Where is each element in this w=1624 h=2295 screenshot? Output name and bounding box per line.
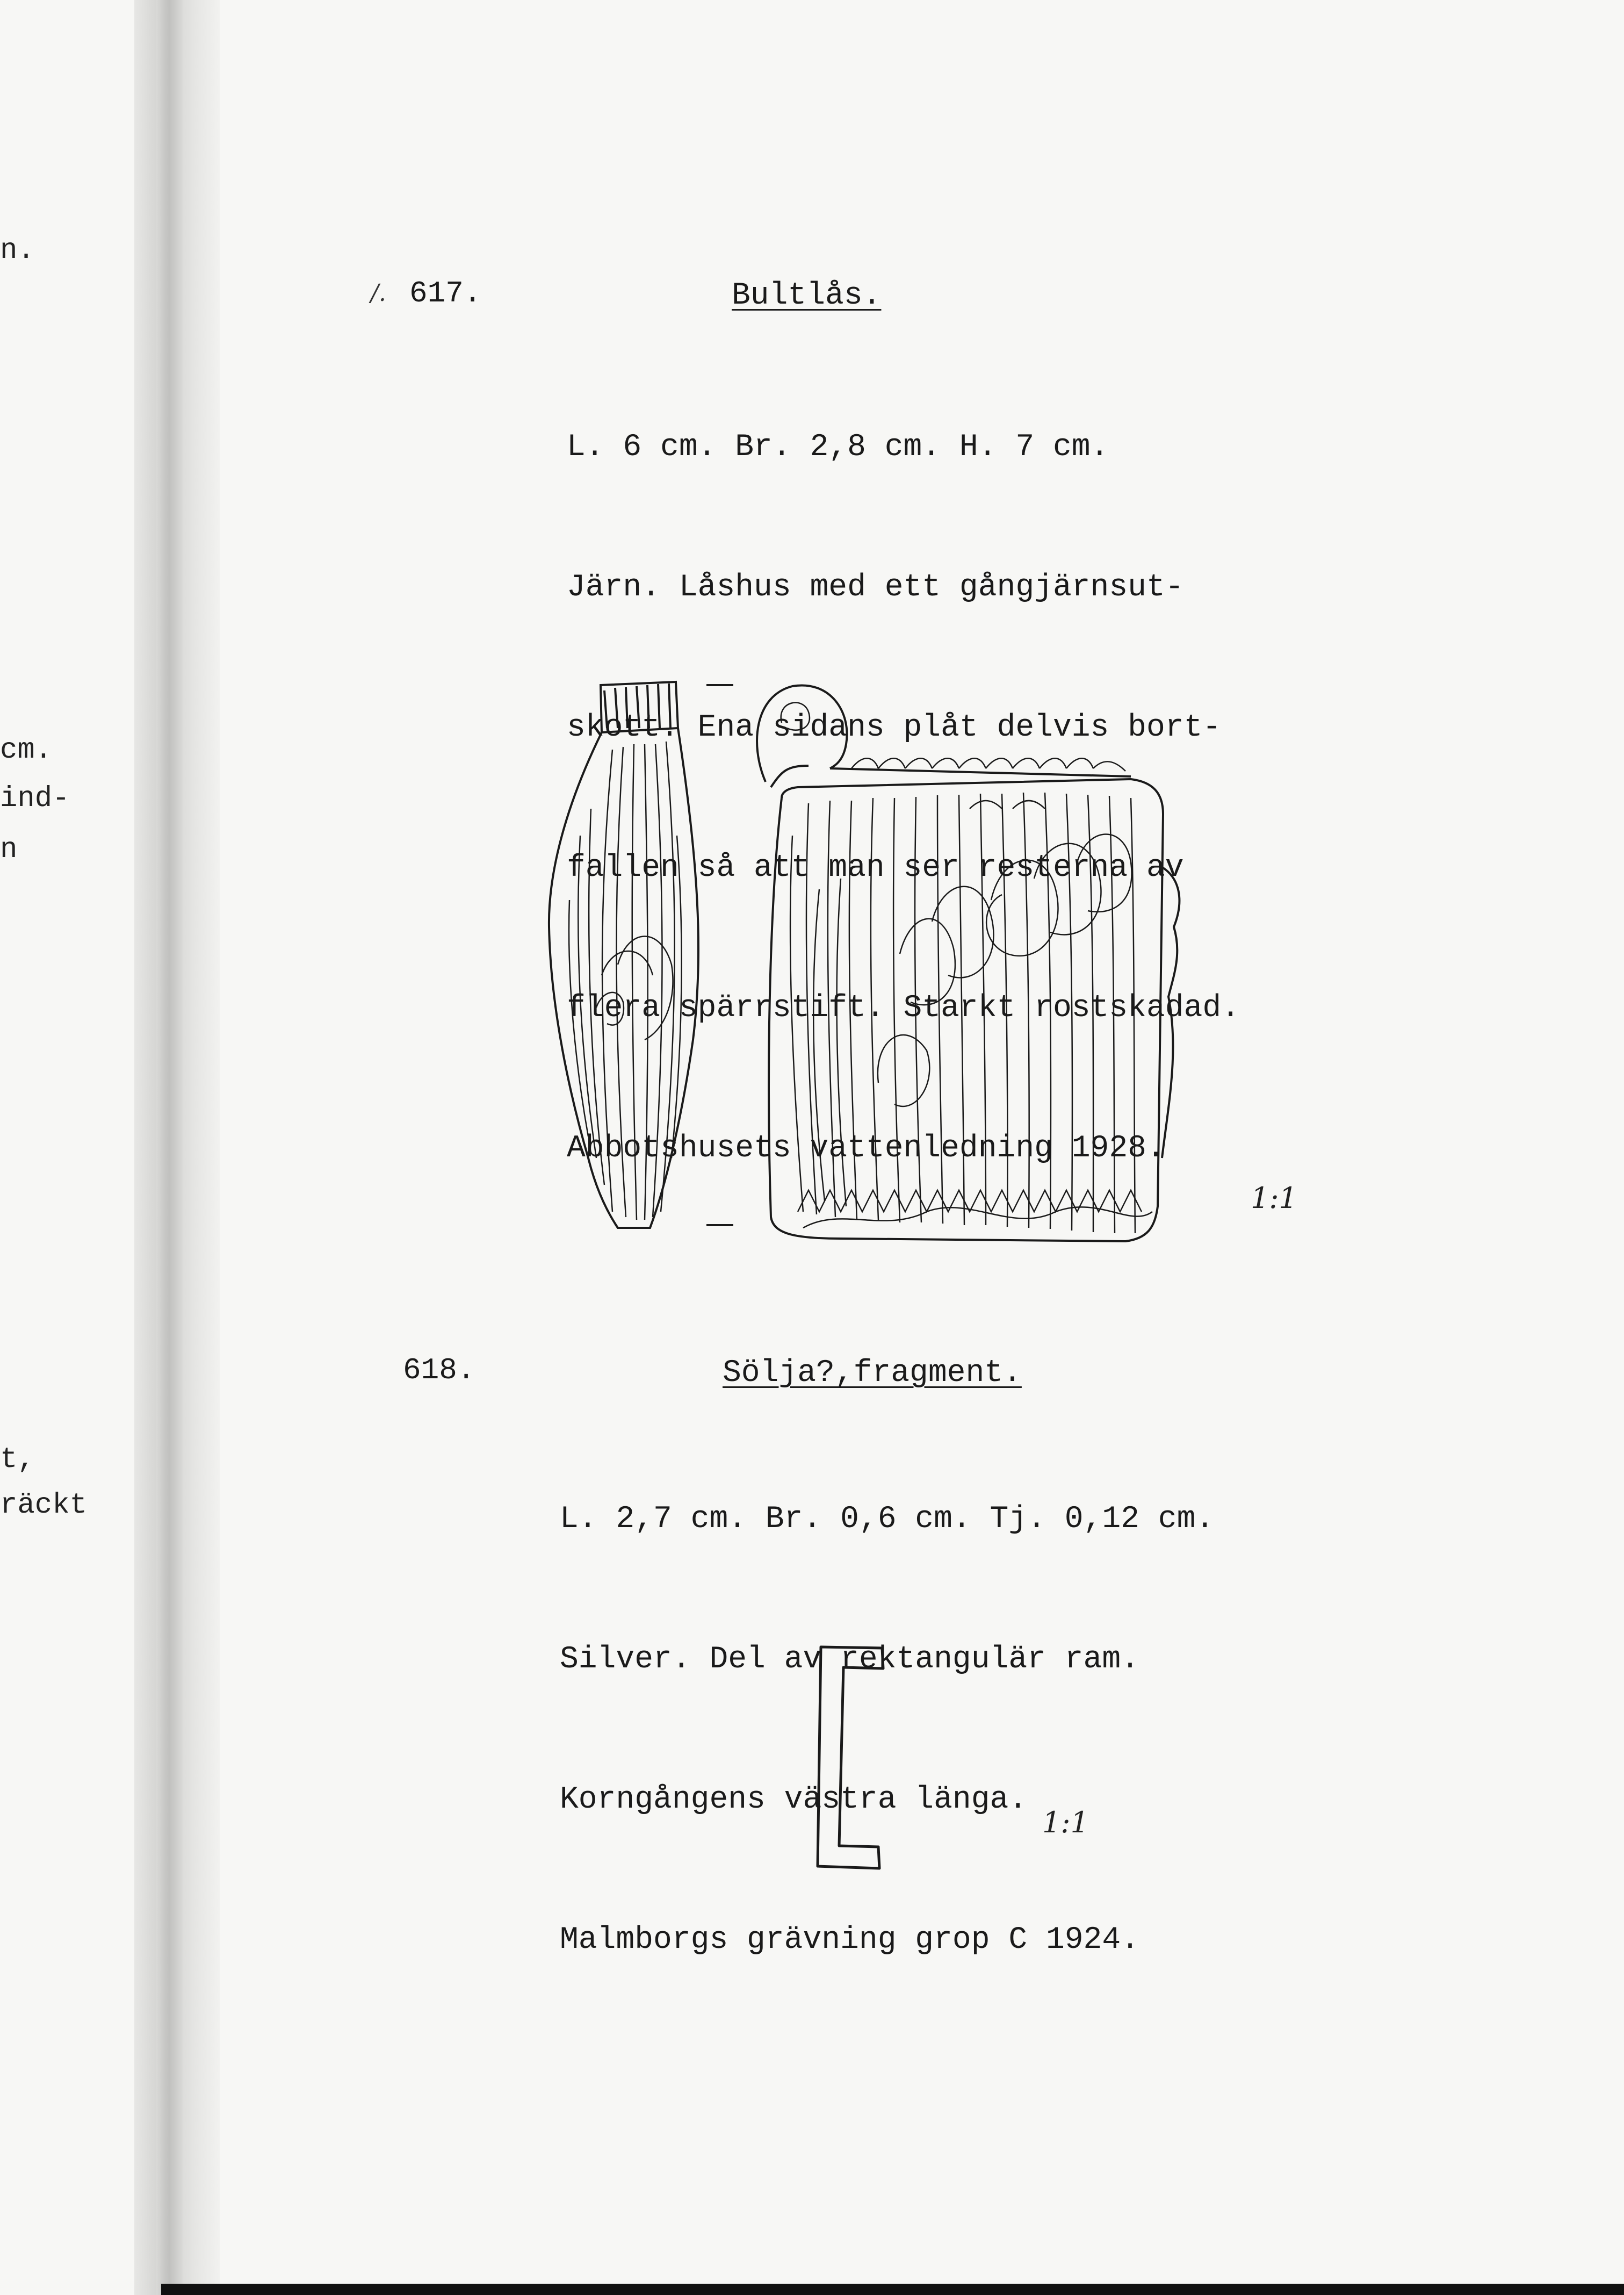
left-page-fragment: t,	[0, 1443, 35, 1476]
entry-title: Sölja?,fragment.	[723, 1356, 1022, 1391]
entry-number: 617.	[409, 276, 482, 311]
bolt-lock-front-view-drawing	[701, 674, 1211, 1265]
buckle-fragment-drawing	[806, 1636, 903, 1878]
left-page-fragment: n	[0, 833, 18, 866]
binding-shadow	[156, 0, 183, 2295]
left-page-fragment: n.	[0, 234, 35, 267]
left-page-fragment: räckt	[0, 1489, 88, 1522]
scale-label: 1:1	[1251, 1181, 1297, 1215]
description-line: flera spärrstift. Starkt rostskadad.	[567, 991, 1240, 1026]
scale-label: 1:1	[1042, 1805, 1089, 1839]
description-line: Järn. Låshus med ett gångjärnsut-	[567, 570, 1184, 605]
description-line: fallen så att man ser resterna av	[567, 851, 1184, 886]
entry-number: 618.	[403, 1353, 475, 1387]
left-page-fragment: cm.	[0, 734, 53, 767]
description-line: L. 6 cm. Br. 2,8 cm. H. 7 cm.	[567, 430, 1109, 465]
entry-title: Bultlås.	[732, 278, 882, 313]
description-line: Malmborgs grävning grop C 1924.	[560, 1923, 1139, 1958]
description-line: skott. Ena sidans plåt delvis bort-	[567, 710, 1222, 745]
description-line: L. 2,7 cm. Br. 0,6 cm. Tj. 0,12 cm.	[560, 1502, 1215, 1537]
description-line: Korngångens västra länga.	[560, 1782, 1028, 1817]
description-line: Abbotshusets vattenledning 1928.	[567, 1131, 1165, 1166]
entry-check-mark: /.	[371, 279, 386, 307]
left-page-fragment: ind-	[0, 782, 70, 815]
scan-edge	[161, 2284, 1624, 2295]
description-line: Silver. Del av rektangulär ram.	[560, 1642, 1139, 1677]
